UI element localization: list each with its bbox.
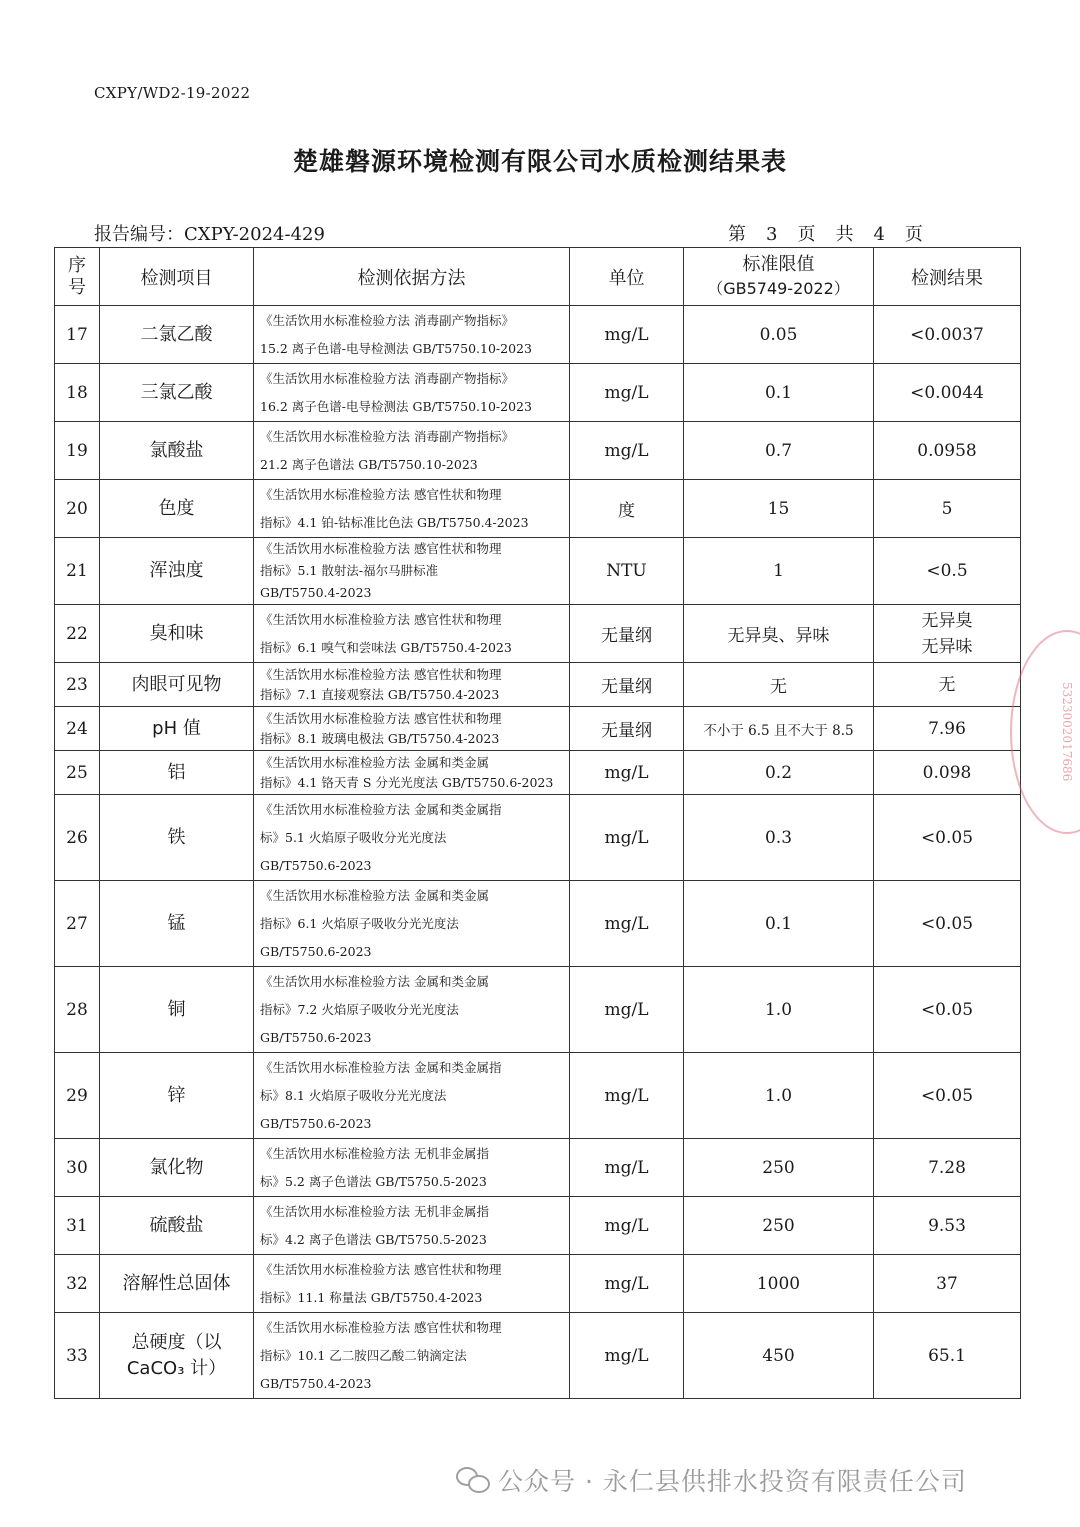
result-line: <0.05 <box>920 999 974 1020</box>
document-code: CXPY/WD2-19-2022 <box>94 84 251 102</box>
method-line: 16.2 离子色谱-电导检测法 GB/T5750.10-2023 <box>260 398 532 414</box>
method-line: 21.2 离子色谱法 GB/T5750.10-2023 <box>260 456 478 472</box>
watermark <box>456 1462 967 1498</box>
watermark-text: 公众号 · 永仁县供排水投资有限责任公司 <box>498 1467 967 1496</box>
item-name <box>100 663 254 707</box>
method-line: 指标》11.1 称量法 GB/T5750.4-2023 <box>260 1289 483 1305</box>
result-cell <box>874 1053 1021 1139</box>
limit-cell: 0.3 <box>684 795 874 881</box>
method-cell <box>254 480 570 538</box>
item-name-line: 氯酸盐 <box>149 439 204 461</box>
page-suffix: 页 <box>904 224 923 245</box>
item-name-line: 硫酸盐 <box>149 1214 204 1236</box>
method-line: 《生活饮用水标准检验方法 感官性状和物理 <box>260 1319 502 1335</box>
method-line: 《生活饮用水标准检验方法 无机非金属指 <box>260 1145 489 1161</box>
table-row <box>55 881 1021 967</box>
method-line: 《生活饮用水标准检验方法 无机非金属指 <box>260 1203 489 1219</box>
method-line: 《生活饮用水标准检验方法 消毒副产物指标》 <box>260 428 514 444</box>
item-name <box>100 881 254 967</box>
method-cell <box>254 422 570 480</box>
table-row <box>55 967 1021 1053</box>
result-cell <box>874 605 1021 663</box>
table-row <box>55 707 1021 751</box>
result-line: 65.1 <box>928 1345 966 1366</box>
unit-cell: 度 <box>570 480 684 538</box>
unit-cell: mg/L <box>570 1255 684 1313</box>
item-name <box>100 422 254 480</box>
item-name-line: 总硬度（以 <box>131 1331 222 1353</box>
method-line: 标》8.1 火焰原子吸收分光光度法 <box>260 1087 447 1103</box>
method-line: 指标》7.1 直接观察法 GB/T5750.4-2023 <box>260 686 500 702</box>
header-no: 序号 <box>55 248 100 306</box>
result-line: <0.05 <box>920 827 974 848</box>
header-result: 检测结果 <box>874 248 1021 306</box>
unit-cell: mg/L <box>570 1053 684 1139</box>
method-cell <box>254 663 570 707</box>
limit-cell: 无异臭、异味 <box>684 605 874 663</box>
result-cell <box>874 538 1021 605</box>
limit-cell: 1.0 <box>684 1053 874 1139</box>
row-number: 18 <box>55 364 100 422</box>
method-line: 《生活饮用水标准检验方法 感官性状和物理 <box>260 611 502 627</box>
method-line: 《生活饮用水标准检验方法 感官性状和物理 <box>260 541 502 556</box>
result-line: <0.5 <box>926 561 968 581</box>
row-number: 29 <box>55 1053 100 1139</box>
result-line: 37 <box>936 1273 958 1294</box>
item-name-line: 臭和味 <box>149 622 204 644</box>
results-table <box>54 247 1021 1399</box>
unit-cell: mg/L <box>570 795 684 881</box>
result-line: 7.96 <box>928 718 966 739</box>
table-row <box>55 1139 1021 1197</box>
result-line: <0.0037 <box>910 324 984 345</box>
result-line: <0.05 <box>920 1085 974 1106</box>
method-line: 《生活饮用水标准检验方法 感官性状和物理 <box>260 666 502 682</box>
table-header-row <box>55 248 1021 306</box>
result-cell <box>874 1313 1021 1399</box>
row-number: 17 <box>55 306 100 364</box>
method-line: 标》4.2 离子色谱法 GB/T5750.5-2023 <box>260 1231 487 1247</box>
method-line: 《生活饮用水标准检验方法 金属和类金属 <box>260 973 489 989</box>
method-line: 指标》4.1 铂-钴标准比色法 GB/T5750.4-2023 <box>260 514 529 530</box>
unit-cell: 无量纲 <box>570 707 684 751</box>
item-name-line: 肉眼可见物 <box>131 673 222 695</box>
limit-cell: 0.7 <box>684 422 874 480</box>
table-row <box>55 480 1021 538</box>
unit-cell: mg/L <box>570 1313 684 1399</box>
page-total: 4 <box>873 224 885 245</box>
table-row <box>55 663 1021 707</box>
header-limit-title: 标准限值 <box>742 253 815 275</box>
unit-cell: mg/L <box>570 881 684 967</box>
unit-cell: NTU <box>570 538 684 605</box>
row-number: 19 <box>55 422 100 480</box>
result-cell <box>874 364 1021 422</box>
item-name-line: pH 值 <box>152 717 201 739</box>
result-cell <box>874 881 1021 967</box>
unit-cell: mg/L <box>570 751 684 795</box>
limit-cell: 1000 <box>684 1255 874 1313</box>
table-row <box>55 1313 1021 1399</box>
table-row <box>55 364 1021 422</box>
unit-cell: 无量纲 <box>570 663 684 707</box>
method-cell <box>254 1139 570 1197</box>
report-number: 报告编号：CXPY-2024-429 <box>94 224 325 245</box>
row-number: 25 <box>55 751 100 795</box>
limit-cell: 15 <box>684 480 874 538</box>
method-cell <box>254 751 570 795</box>
item-name-line: 溶解性总固体 <box>122 1272 231 1294</box>
method-line: 指标》6.1 嗅气和尝味法 GB/T5750.4-2023 <box>260 639 512 655</box>
item-name <box>100 751 254 795</box>
method-line: 《生活饮用水标准检验方法 金属和类金属指 <box>260 801 502 817</box>
item-name-line: 铁 <box>167 826 186 848</box>
method-line: 《生活饮用水标准检验方法 消毒副产物指标》 <box>260 312 514 328</box>
method-line: 《生活饮用水标准检验方法 感官性状和物理 <box>260 1261 502 1277</box>
item-name-line: 锰 <box>167 912 186 934</box>
limit-cell: 1 <box>684 538 874 605</box>
limit-cell: 无 <box>684 663 874 707</box>
method-line: 指标》8.1 玻璃电极法 GB/T5750.4-2023 <box>260 730 500 746</box>
unit-cell: mg/L <box>570 306 684 364</box>
table-row <box>55 306 1021 364</box>
table-row <box>55 1053 1021 1139</box>
item-name <box>100 480 254 538</box>
page-current: 3 <box>766 224 778 245</box>
header-unit: 单位 <box>570 248 684 306</box>
limit-cell: 0.1 <box>684 364 874 422</box>
result-line: 无异味 <box>921 636 973 657</box>
result-cell <box>874 751 1021 795</box>
result-cell <box>874 707 1021 751</box>
item-name <box>100 306 254 364</box>
table-row <box>55 1197 1021 1255</box>
unit-cell: mg/L <box>570 1139 684 1197</box>
row-number: 21 <box>55 538 100 605</box>
item-name-line: 色度 <box>158 497 195 519</box>
method-line: 《生活饮用水标准检验方法 金属和类金属 <box>260 887 489 903</box>
row-number: 20 <box>55 480 100 538</box>
table-row <box>55 1255 1021 1313</box>
method-cell <box>254 795 570 881</box>
result-cell <box>874 480 1021 538</box>
table-row <box>55 605 1021 663</box>
table-row <box>55 422 1021 480</box>
result-cell <box>874 663 1021 707</box>
method-cell <box>254 364 570 422</box>
method-line: 指标》6.1 火焰原子吸收分光光度法 <box>260 915 459 931</box>
limit-cell: 250 <box>684 1139 874 1197</box>
row-number: 33 <box>55 1313 100 1399</box>
unit-cell: mg/L <box>570 364 684 422</box>
method-cell <box>254 1313 570 1399</box>
unit-cell: 无量纲 <box>570 605 684 663</box>
result-line: 5 <box>941 498 953 519</box>
result-cell <box>874 795 1021 881</box>
method-cell <box>254 605 570 663</box>
method-line: 《生活饮用水标准检验方法 消毒副产物指标》 <box>260 370 514 386</box>
item-name-line: 浑浊度 <box>149 560 204 581</box>
method-line: 指标》7.2 火焰原子吸收分光光度法 <box>260 1001 459 1017</box>
method-line: GB/T5750.4-2023 <box>260 1375 372 1391</box>
row-number: 28 <box>55 967 100 1053</box>
row-number: 30 <box>55 1139 100 1197</box>
item-name <box>100 364 254 422</box>
result-cell <box>874 1139 1021 1197</box>
limit-cell: 0.1 <box>684 881 874 967</box>
header-method: 检测依据方法 <box>254 248 570 306</box>
limit-cell: 0.2 <box>684 751 874 795</box>
method-line: GB/T5750.6-2023 <box>260 857 372 873</box>
limit-cell: 不小于 6.5 且不大于 8.5 <box>684 707 874 751</box>
item-name-line: 氯化物 <box>149 1156 204 1178</box>
row-number: 32 <box>55 1255 100 1313</box>
limit-cell: 450 <box>684 1313 874 1399</box>
limit-cell: 250 <box>684 1197 874 1255</box>
method-cell <box>254 967 570 1053</box>
page-total-prefix: 共 <box>835 224 854 245</box>
method-line: GB/T5750.4-2023 <box>260 585 372 600</box>
row-number: 26 <box>55 795 100 881</box>
method-cell <box>254 707 570 751</box>
method-line: 指标》5.1 散射法-福尔马肼标准 <box>260 563 439 578</box>
item-name-line: 铝 <box>167 761 186 783</box>
row-number: 24 <box>55 707 100 751</box>
item-name-line: 锌 <box>167 1084 186 1106</box>
item-name <box>100 1197 254 1255</box>
result-cell <box>874 422 1021 480</box>
header-item: 检测项目 <box>100 248 254 306</box>
item-name-line: CaCO₃ 计） <box>126 1357 227 1379</box>
result-line: 7.28 <box>928 1157 966 1178</box>
method-line: GB/T5750.6-2023 <box>260 1115 372 1131</box>
item-name <box>100 1255 254 1313</box>
result-line: 0.0958 <box>917 440 977 461</box>
method-cell <box>254 306 570 364</box>
limit-cell: 0.05 <box>684 306 874 364</box>
result-line: <0.05 <box>920 913 974 934</box>
table-row <box>55 751 1021 795</box>
item-name <box>100 707 254 751</box>
item-name-line: 铜 <box>167 998 186 1020</box>
page-title: 楚雄磐源环境检测有限公司水质检测结果表 <box>292 147 787 176</box>
result-line: 无 <box>938 674 956 695</box>
header-limit <box>684 248 874 306</box>
method-cell <box>254 1255 570 1313</box>
method-line: 15.2 离子色谱-电导检测法 GB/T5750.10-2023 <box>260 340 532 356</box>
seal-stamp-text: 5323002017686 <box>1060 682 1074 782</box>
page-prefix: 第 <box>728 224 746 245</box>
method-cell <box>254 538 570 605</box>
item-name-line: 三氯乙酸 <box>140 381 213 403</box>
item-name <box>100 538 254 605</box>
method-cell <box>254 1053 570 1139</box>
row-number: 22 <box>55 605 100 663</box>
method-cell <box>254 1197 570 1255</box>
item-name <box>100 967 254 1053</box>
result-line: 无异臭 <box>921 610 973 631</box>
method-line: 《生活饮用水标准检验方法 金属和类金属 <box>260 754 489 770</box>
wechat-icon <box>456 1467 490 1493</box>
limit-cell: 1.0 <box>684 967 874 1053</box>
unit-cell: mg/L <box>570 422 684 480</box>
result-cell <box>874 306 1021 364</box>
method-line: 《生活饮用水标准检验方法 金属和类金属指 <box>260 1059 502 1075</box>
item-name <box>100 1053 254 1139</box>
page-number <box>718 220 933 246</box>
method-cell <box>254 881 570 967</box>
method-line: 指标》4.1 铬天青 S 分光光度法 GB/T5750.6-2023 <box>260 774 554 790</box>
method-line: GB/T5750.6-2023 <box>260 1029 372 1045</box>
page-mid: 页 <box>797 224 816 245</box>
table-row <box>55 795 1021 881</box>
result-line: 9.53 <box>928 1215 966 1236</box>
item-name-line: 二氯乙酸 <box>140 323 213 345</box>
method-line: 《生活饮用水标准检验方法 感官性状和物理 <box>260 710 502 726</box>
unit-cell: mg/L <box>570 1197 684 1255</box>
method-line: GB/T5750.6-2023 <box>260 943 372 959</box>
item-name <box>100 795 254 881</box>
method-line: 《生活饮用水标准检验方法 感官性状和物理 <box>260 486 502 502</box>
method-line: 标》5.1 火焰原子吸收分光光度法 <box>260 829 447 845</box>
method-line: 标》5.2 离子色谱法 GB/T5750.5-2023 <box>260 1173 487 1189</box>
item-name <box>100 1139 254 1197</box>
method-line: 指标》10.1 乙二胺四乙酸二钠滴定法 <box>260 1347 467 1363</box>
row-number: 27 <box>55 881 100 967</box>
row-number: 31 <box>55 1197 100 1255</box>
row-number: 23 <box>55 663 100 707</box>
unit-cell: mg/L <box>570 967 684 1053</box>
header-limit-standard: （GB5749-2022） <box>707 278 850 298</box>
result-cell <box>874 1255 1021 1313</box>
table-row <box>55 538 1021 605</box>
item-name <box>100 605 254 663</box>
result-cell <box>874 1197 1021 1255</box>
result-cell <box>874 967 1021 1053</box>
item-name <box>100 1313 254 1399</box>
result-line: 0.098 <box>922 762 972 783</box>
result-line: <0.0044 <box>910 382 984 403</box>
